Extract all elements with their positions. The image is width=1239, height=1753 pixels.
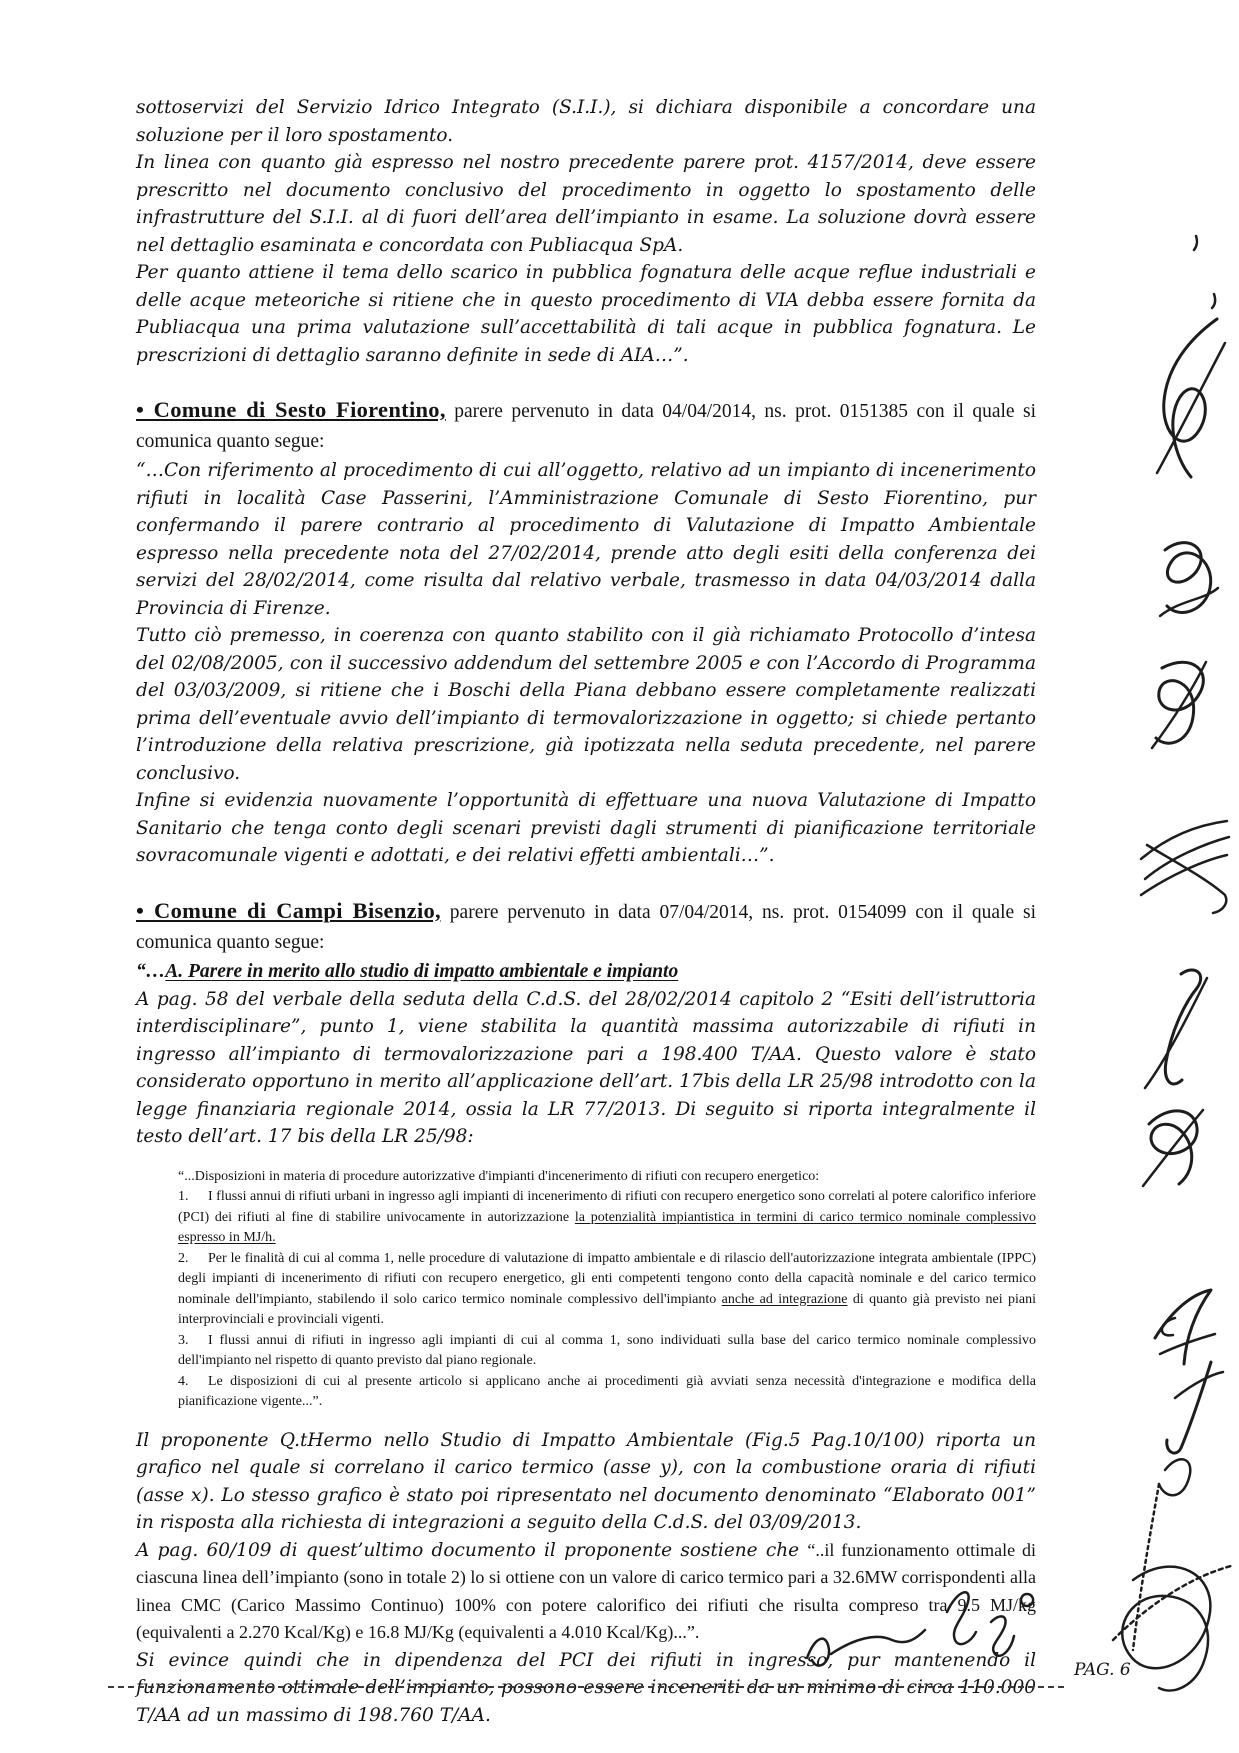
handwritten-initials-icon xyxy=(1135,962,1223,1094)
paragraph-sii-prescription: In linea con quanto già espresso nel nostro precedente parere prot. 4157/2014, deve essere prescritto nel documento conclusivo del procedimento in oggetto lo spostamento delle infrastrutture del S.I.I. al di fuori dell’area dell’impianto in esame. La soluzione dovrà essere nel dettaglio esaminata e concordata con Publiacqua SpA. xyxy=(136,152,1036,256)
handwritten-initials-icon xyxy=(1155,1352,1225,1458)
paragraph-sesto-quote-2: Tutto ciò premesso, in coerenza con quanto stabilito con il già richiamato Protocollo d’intesa del 02/08/2005, con il successivo addendum del settembre 2005 e con l’Accordo di Programma del 03/03/2009, si ritiene che i Boschi della Piana debbano essere completamente realizzati prima dell’eventuale avvio dell’impianto di termovalorizzazione in oggetto; si chiede pertanto l’introduzione della relativa prescrizione, già ipotizzata nella seduta precedente, nel parere conclusivo. xyxy=(136,625,1036,784)
law-item-text: I flussi annui di rifiuti in ingresso agli impianti di cui al comma 1, sono individuati sulla base del carico termico nominale complessivo dell'impianto nel rispetto di quanto previsto dal piano regionale. xyxy=(178,1332,1036,1368)
subsection-title: A. Parere in merito allo studio di impatto ambientale e impianto xyxy=(165,960,679,982)
section-heading-rest: parere pervenuto in data 07/04/2014, ns. prot. 0154099 con il quale si comunica quanto segue: xyxy=(136,901,1036,953)
paragraph-sii-continuation: sottoservizi del Servizio Idrico Integrato (S.I.I.), si dichiara disponibile a concordare una soluzione per il loro spostamento. xyxy=(136,97,1036,146)
paragraph-italic-part: A pag. 60/109 di quest’ultimo documento il proponente sostiene che xyxy=(136,1539,808,1561)
section-heading-rest: parere pervenuto in data 04/04/2014, ns. prot. 0151385 con il quale si comunica quanto segue: xyxy=(136,401,1036,452)
paragraph-sesto-quote-3: Infine si evidenzia nuovamente l’opportunità di effettuare una nuova Valutazione di Impatto Sanitario che tenga conto degli scenari previsti dagli strumenti di pianificazione territoriale sovracomunale vigenti e adottati, e dei relativi effetti ambientali…”. xyxy=(136,790,1036,866)
paragraph-sii-discharge: Per quanto attiene il tema dello scarico in pubblica fognatura delle acque reflue industriali e delle acque meteoriche si ritiene che in questo procedimento di VIA debba essere fornita da Publiacqua una prima valutazione sull’accettabilità di tali acque in pubblica fognatura. Le prescrizioni di dettaglio saranno definite in sede di AIA…”. xyxy=(136,262,1036,366)
section-heading-campi-bisenzio xyxy=(136,896,1036,958)
law-item-text: Le disposizioni di cui al presente articolo si applicano anche ai procedimenti già avviati senza necessità d'integrazione e modifica della pianificazione vigente...”. xyxy=(178,1373,1036,1409)
law-item-number: 4. xyxy=(178,1373,189,1389)
law-item-text: I flussi annui di rifiuti urbani in ingresso agli impianti di incenerimento di rifiuti con recupero energetico sono correlati al potere calorifico inferiore (PCI) dei rifiuti al fine di stabilire univocamente in autorizzazione xyxy=(178,1189,1036,1225)
law-item-number: 2. xyxy=(178,1250,189,1266)
law-item-text: di quanto già previsto nei piani interprovinciali e provinciali vigenti. xyxy=(178,1291,1036,1327)
subsection-quote-prefix: “… xyxy=(136,960,166,982)
paragraph-proponent-chart: Il proponente Q.tHermo nello Studio di Impatto Ambientale (Fig.5 Pag.10/100) riporta un grafico nel quale si correlano il carico termico (asse y), con la combustione oraria di rifiuti (asse x). Lo stesso grafico è stato poi ripresentato nel documento denominato “Elaborato 001” in risposta alla richiesta di integrazioni a seguito della C.d.S. del 03/09/2013. xyxy=(136,1429,1036,1533)
document-content xyxy=(136,94,1036,1729)
law-item-text: Per le finalità di cui al comma 1, nelle procedure di valutazione di impatto ambientale e di rilascio dell'autorizzazione integrata ambientale (IPPC) degli impianti di incenerimento di rifiuti con recupero energetico, gli enti competenti tengono conto della capacità nominale e del carico termico nominale dell'impianto, stabilendo il solo carico termico nominale complessivo dell'impianto xyxy=(178,1250,1036,1307)
paragraph-optimal-operation xyxy=(136,1537,1036,1647)
law-item-2 xyxy=(178,1249,1036,1331)
section-heading-sesto-fiorentino xyxy=(136,395,1036,457)
page-number-label: PAG. 6 xyxy=(1074,1660,1131,1680)
paragraph-sesto-quote-1: “…Con riferimento al procedimento di cui all’oggetto, relativo ad un impianto di incenerimento rifiuti in località Case Passerini, l’Amministrazione Comunale di Sesto Fiorentino, pur confermando il parere contrario al procedimento di Valutazione di Impatto Ambientale espresso nella precedente nota del 27/02/2014, prende atto degli esiti della conferenza dei servizi del 28/02/2014, come risulta dal relativo verbale, trasmesso in data 04/03/2014 dalla Provincia di Firenze. xyxy=(136,460,1036,619)
handwritten-initials-icon xyxy=(1145,305,1237,495)
law-item-3 xyxy=(178,1331,1036,1372)
law-item-underlined: la potenzialità impiantistica in termini di carico termico nominale complessivo espresso in MJ/h. xyxy=(178,1209,1037,1245)
paragraph-campi-quote-1: A pag. 58 del verbale della seduta della C.d.S. del 28/02/2014 capitolo 2 “Esiti dell’istruttoria interdisciplinare”, punto 1, viene stabilita la quantità massima autorizzabile di rifiuti in ingresso all’impianto di termovalorizzazione pari a 198.400 T/AA. Questo valore è stato considerato opportuno in merito all’applicazione dell’art. 17bis della LR 25/98 introdotto con la legge finanziaria regionale 2014, ossia la LR 77/2013. Di seguito si riporta integralmente il testo dell’art. 17 bis della LR 25/98: xyxy=(136,988,1036,1147)
handwritten-initials-icon xyxy=(1150,528,1226,624)
handwritten-tick-mark-icon xyxy=(1178,228,1222,312)
handwritten-initials-icon xyxy=(1140,652,1232,752)
paragraph-conclusion-tonnage: Si evince quindi che in dipendenza del PCI dei rifiuti in ingresso, pur mantenendo il funzionamento ottimale dell’impianto, possono essere inceneriti da un minimo di circa 110.000 T/AA ad un massimo di 198.760 T/AA. xyxy=(136,1649,1036,1726)
paragraph-quoted-part: “..il funzionamento ottimale di ciascuna linea dell’impianto (sono in totale 2) lo si ottiene con un valore di carico termico pari a 32.6MW corrispondenti alla linea CMC (Carico Massimo Continuo) 100% con potere calorifico dei rifiuti che risulta compreso tra 9.5 MJ/kg (equivalenti a 2.270 Kcal/Kg) e 16.8 MJ/Kg (equivalenti a 4.010 Kcal/Kg)...”. xyxy=(136,1539,1036,1642)
law-intro: “...Disposizioni in materia di procedure autorizzative d'impianti d'incenerimento di rifiuti con recupero energetico: xyxy=(178,1168,820,1184)
law-item-number: 1. xyxy=(178,1189,189,1204)
law-text-block xyxy=(178,1167,1036,1413)
subsection-heading-a xyxy=(136,958,1036,986)
section-title-sesto-fiorentino: • Comune di Sesto Fiorentino, xyxy=(136,397,446,422)
handwritten-initials-icon xyxy=(1145,1282,1221,1378)
footer-divider xyxy=(108,1686,1064,1688)
law-item-1 xyxy=(178,1187,1036,1249)
section-title-campi-bisenzio: • Comune di Campi Bisenzio, xyxy=(136,897,441,923)
law-item-underlined: anche ad integrazione xyxy=(721,1291,848,1307)
law-item-number: 3. xyxy=(178,1332,189,1348)
handwritten-scribble-icon xyxy=(1135,815,1233,927)
handwritten-initials-icon xyxy=(1133,1098,1211,1196)
law-item-4 xyxy=(178,1372,1036,1413)
